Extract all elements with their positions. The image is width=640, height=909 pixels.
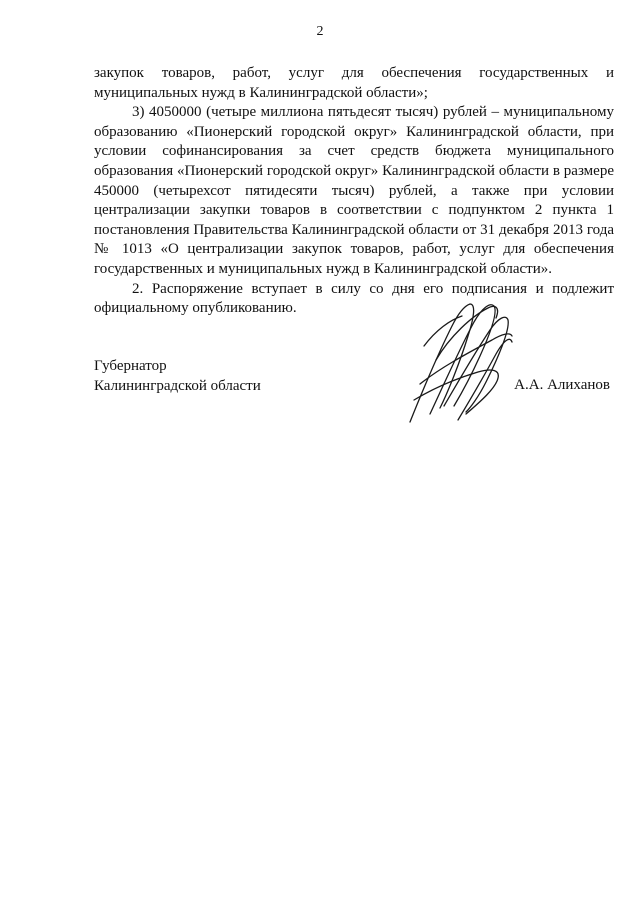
paragraph-continuation: закупок товаров, работ, услуг для обеспечения государственных и муниципальных нужд в Калининградской области»;	[94, 65, 614, 101]
document-body	[94, 64, 614, 319]
signatory-title-line-1: Губернатор	[94, 358, 167, 374]
signatory-name: А.А. Алиханов	[514, 377, 610, 393]
signatory-title-line-2: Калининградской области	[94, 377, 261, 394]
signatory-title	[94, 357, 261, 396]
handwritten-signature	[400, 296, 520, 436]
paragraph-effective-date: 2. Распоряжение вступает в силу со дня его подписания и подлежит официальному опубликованию.	[94, 280, 614, 317]
paragraph-item-3: 3) 4050000 (четыре миллиона пятьдесят тысяч) рублей – муниципальному образованию «Пионерский городской округ» Калининградской области, при условии софинансирования за счет средств бюджета муниципального образования «Пионерский городской округ» Калининградской области в размере 450000 (четырехсот пятидесяти тысяч) рублей, а также при условии централизации закупки товаров в соответствии с подпунктом 2 пункта 1 постановления Правительства Калининградской области от 31 декабря 2013 года № 1013 «О централизации закупок товаров, работ, услуг для обеспечения государственных и муниципальных нужд в Калининградской области».	[94, 104, 614, 277]
page-number: 2	[316, 24, 324, 39]
